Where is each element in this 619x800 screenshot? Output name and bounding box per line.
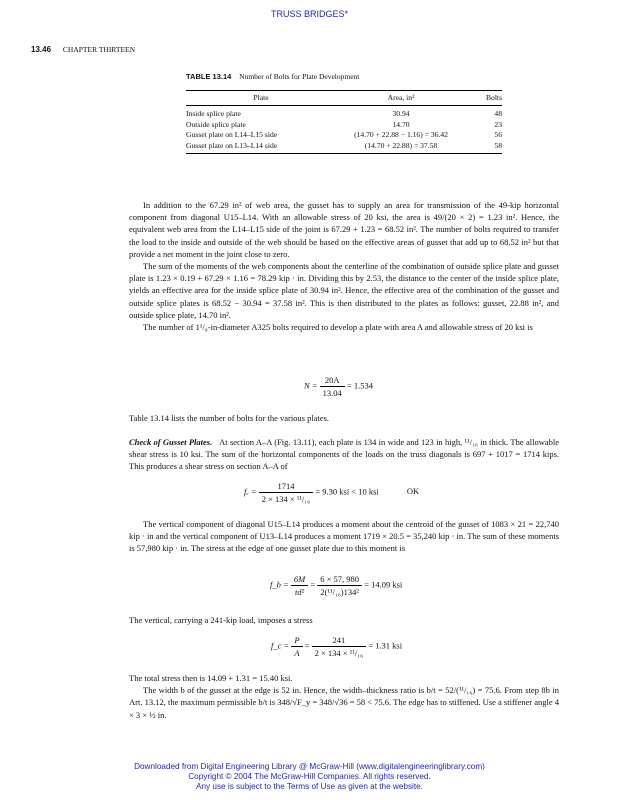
- text-block-total-stress: [129, 672, 559, 721]
- denominator: A: [294, 648, 300, 658]
- section-run-in-heading: Check of Gusset Plates.: [129, 437, 213, 447]
- numerator: 20A: [320, 374, 345, 387]
- table-cell: 23: [494, 119, 502, 129]
- column-header-area: Area, in²: [336, 91, 466, 106]
- download-footer: [0, 762, 619, 792]
- text-block-web-area: [129, 199, 559, 333]
- fraction: [317, 573, 362, 598]
- equation-result: = 1.534: [346, 380, 373, 391]
- table-cell: Gusset plate on L14–L15 side: [186, 130, 278, 139]
- table-cell: (14.70 + 22.88 − 1.16) = 36.42: [354, 130, 448, 139]
- table-cell: Inside splice plate: [186, 109, 241, 118]
- table-cell: (14.70 + 22.88) = 37.58: [336, 141, 466, 154]
- bolts-table: [186, 90, 502, 154]
- text-block-vertical: [129, 614, 559, 626]
- column-header-bolts: Bolts: [466, 91, 502, 106]
- table-cell: 30.94: [392, 109, 410, 118]
- denominator: 2(¹¹/₁₆)134²: [320, 587, 359, 597]
- numerator: 1714: [259, 480, 313, 493]
- text-block-moment: [129, 518, 559, 555]
- equation-fc: [271, 634, 402, 659]
- paragraph-web-area: In addition to the 67.29 in² of web area, the gusset has to supply an area for transmission of the 49-kip horizontal component from diagonal U15–L14. With an allowable stress of 20 ksi, the area is 49/(20 × 2) = 1.23 in². Hence, the equivalent web area from the L14–L15 side of the joint is 67.29 + 1.23 = 68.52 in². The number of bolts required to transfer the load to the inside and outside of the web should be based on the effective areas of gusset that add up to 68.52 in² but that provide a net moment in the joint close to zero.: [129, 200, 559, 259]
- equation-lhs: N =: [304, 380, 318, 391]
- table-header-row: [186, 91, 502, 106]
- numerator: 6M: [291, 573, 308, 586]
- equals-sign: =: [304, 640, 310, 651]
- table-row: [186, 106, 502, 120]
- paragraph-table-ref: Table 13.14 lists the number of bolts for the various plates.: [129, 413, 330, 423]
- fraction: [291, 634, 302, 659]
- numerator: 6 × 57, 980: [317, 573, 362, 586]
- table-row: [186, 130, 502, 141]
- paragraph-gusset-check: At section A–A (Fig. 13.11), each plate is 134 in wide and 123 in high, ¹¹/₁₆ in thick. The allowable shear stress is 10 ksi. The sum of the horizontal components of the loads on the truss diagonals is 697 + 1017 = 1714 kips. This produces a shear stress on section A–A of: [129, 437, 559, 472]
- document-banner: TRUSS BRIDGES*: [270, 9, 348, 19]
- text-block-gusset-check: [129, 436, 559, 473]
- table-row: [186, 120, 502, 131]
- footer-copyright: Copyright © 2004 The McGraw-Hill Companies. All rights reserved.: [188, 772, 431, 781]
- equation-lhs: fᵥ =: [244, 486, 257, 497]
- equation-fb: [270, 573, 402, 598]
- paragraph-moments: The sum of the moments of the web components about the centerline of the combination of outside splice plate and gusset plate is 1.23 × 0.19 + 67.29 × 1.16 = 78.29 kip · in. Dividing this by 2.53, the distance to the center of the inside splice plate, yields an effective area for the inside splice plate of 30.94 in². Hence, the effective area of the combination of the gusset and outside splice plates is 68.52 − 30.94 = 37.58 in². This is then distributed to the plates as follows: gusset, 22.88 in², and outside splice plate, 14.70 in².: [129, 261, 559, 320]
- table-label: TABLE 13.14: [186, 72, 232, 81]
- text-block-table-ref: [129, 412, 559, 424]
- table-cell: 48: [494, 109, 502, 118]
- paragraph-width-thickness: The width b of the gusset at the edge is 52 in. Hence, the width–thickness ratio is b/t = 52/(¹¹/₁₆) = 75.6. From step 8b in Art. 13.12, the maximum permissible b/t is 348/√F_y = 348/√36 = 58 < 75.6. The edge has to stiffened. Use a stiffener angle 4 × 3 × ½ in.: [129, 685, 559, 720]
- paragraph-vertical: The vertical, carrying a 241-kip load, imposes a stress: [129, 615, 313, 625]
- footer-terms: Any use is subject to the Terms of Use as given at the website.: [196, 782, 423, 791]
- numerator: P: [291, 634, 302, 647]
- equation-lhs: f_c =: [271, 640, 290, 651]
- equation-n: [304, 374, 373, 399]
- denominator: 2 × 134 × ¹¹/₁₆: [261, 494, 311, 504]
- table-cell: 58: [466, 141, 502, 154]
- fraction: [320, 374, 345, 399]
- numerator: 241: [312, 634, 366, 647]
- table-cell: 14.70: [392, 119, 410, 129]
- table-title: Number of Bolts for Plate Development: [239, 72, 360, 81]
- running-head: [31, 45, 135, 54]
- equation-fv: [244, 480, 419, 505]
- equation-result: = 9.30 ksi < 10 ksi: [315, 486, 379, 497]
- column-header-plate: Plate: [186, 91, 336, 106]
- denominator: 13.04: [322, 388, 342, 398]
- chapter-title: CHAPTER THIRTEEN: [62, 45, 136, 54]
- table-row: [186, 141, 502, 154]
- ok-label: OK: [406, 486, 420, 497]
- denominator: td²: [294, 587, 305, 597]
- table-cell: Outside splice plate: [186, 119, 246, 129]
- fraction: [259, 480, 313, 505]
- paragraph-moment: The vertical component of diagonal U15–L14 produces a moment about the centroid of the gusset of 1083 × 21 = 22,740 kip · in and the vertical component of U13–L14 produces a moment 1719 × 20.5 = 35,240 kip · in. The sum of these moments is 57,980 kip · in. The stress at the edge of one gusset plate due to this moment is: [129, 519, 559, 554]
- equation-result: = 14.09 ksi: [364, 579, 403, 590]
- footer-link[interactable]: Downloaded from Digital Engineering Library @ McGraw-Hill (www.digitalengineeringlibrary.com): [134, 762, 485, 771]
- paragraph-bolt-count: The number of 1¹/₈-in-diameter A325 bolts required to develop a plate with area A and allowable stress of 20 ksi is: [143, 322, 533, 333]
- fraction: [312, 634, 366, 659]
- fraction: [291, 573, 308, 598]
- paragraph-total-stress: The total stress then is 14.09 + 1.31 = 15.40 ksi.: [129, 673, 293, 683]
- equation-result: = 1.31 ksi: [368, 640, 403, 651]
- page-number: 13.46: [31, 45, 52, 54]
- denominator: 2 × 134 × ¹¹/₁₆: [314, 648, 364, 658]
- table-caption: [186, 72, 359, 81]
- table-cell: 56: [494, 130, 502, 139]
- equation-lhs: f_b =: [270, 579, 289, 590]
- table-cell: Gusset plate on L13–L14 side: [186, 141, 336, 154]
- equals-sign: =: [310, 579, 316, 590]
